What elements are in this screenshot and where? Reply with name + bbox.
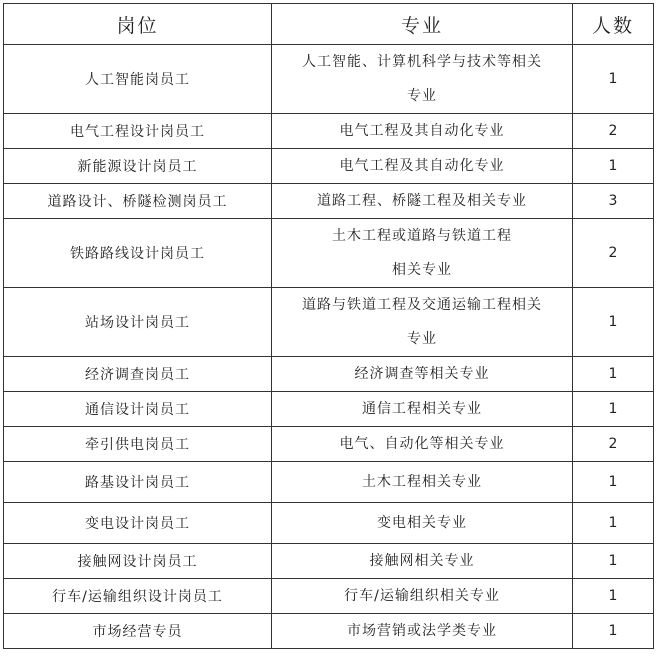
header-major: 专业 bbox=[272, 4, 573, 45]
table-row bbox=[4, 219, 654, 288]
count-cell: 3 bbox=[573, 184, 654, 219]
table-row bbox=[4, 579, 654, 614]
major-line: 相关专业 bbox=[392, 262, 452, 278]
major-line: 人工智能、计算机科学与技术等相关 bbox=[302, 54, 542, 70]
table-row bbox=[4, 503, 654, 544]
major-line: 道路工程、桥隧工程及相关专业 bbox=[317, 193, 527, 209]
count-cell: 1 bbox=[573, 392, 654, 427]
major-line: 电气工程及其自动化专业 bbox=[339, 158, 505, 174]
table-body bbox=[4, 45, 654, 649]
position-cell: 经济调查岗员工 bbox=[4, 357, 272, 392]
major-cell bbox=[272, 614, 573, 649]
position-cell: 行车/运输组织设计岗员工 bbox=[4, 579, 272, 614]
major-line: 专业 bbox=[407, 88, 437, 104]
major-line: 电气工程及其自动化专业 bbox=[339, 123, 505, 139]
table-row bbox=[4, 392, 654, 427]
count-cell: 1 bbox=[573, 149, 654, 184]
position-cell: 人工智能岗员工 bbox=[4, 45, 272, 114]
major-line: 市场营销或法学类专业 bbox=[347, 623, 497, 639]
major-line: 土木工程相关专业 bbox=[362, 474, 482, 490]
major-line: 电气、自动化等相关专业 bbox=[339, 436, 505, 452]
count-cell: 2 bbox=[573, 219, 654, 288]
position-cell: 变电设计岗员工 bbox=[4, 503, 272, 544]
table-row bbox=[4, 184, 654, 219]
major-cell bbox=[272, 544, 573, 579]
major-line: 土木工程或道路与铁道工程 bbox=[332, 228, 512, 244]
position-cell: 新能源设计岗员工 bbox=[4, 149, 272, 184]
major-cell bbox=[272, 503, 573, 544]
major-cell bbox=[272, 184, 573, 219]
header-row bbox=[4, 4, 654, 45]
major-cell bbox=[272, 357, 573, 392]
table-row bbox=[4, 544, 654, 579]
count-cell: 1 bbox=[573, 288, 654, 357]
position-cell: 牵引供电岗员工 bbox=[4, 427, 272, 462]
table-row bbox=[4, 462, 654, 503]
position-cell: 路基设计岗员工 bbox=[4, 462, 272, 503]
table-row bbox=[4, 357, 654, 392]
table-row bbox=[4, 288, 654, 357]
count-cell: 1 bbox=[573, 544, 654, 579]
count-cell: 1 bbox=[573, 357, 654, 392]
position-cell: 电气工程设计岗员工 bbox=[4, 114, 272, 149]
table-row bbox=[4, 45, 654, 114]
count-cell: 1 bbox=[573, 614, 654, 649]
position-cell: 站场设计岗员工 bbox=[4, 288, 272, 357]
major-line: 通信工程相关专业 bbox=[362, 401, 482, 417]
count-cell: 2 bbox=[573, 114, 654, 149]
table-row bbox=[4, 114, 654, 149]
table-row bbox=[4, 614, 654, 649]
position-cell: 道路设计、桥隧检测岗员工 bbox=[4, 184, 272, 219]
count-cell: 1 bbox=[573, 579, 654, 614]
major-line: 道路与铁道工程及交通运输工程相关 bbox=[302, 297, 542, 313]
major-line: 接触网相关专业 bbox=[369, 553, 475, 569]
count-cell: 1 bbox=[573, 503, 654, 544]
major-line: 经济调查等相关专业 bbox=[354, 366, 490, 382]
position-cell: 市场经营专员 bbox=[4, 614, 272, 649]
table-row bbox=[4, 427, 654, 462]
position-cell: 铁路路线设计岗员工 bbox=[4, 219, 272, 288]
major-cell bbox=[272, 219, 573, 288]
table-row bbox=[4, 149, 654, 184]
count-cell: 1 bbox=[573, 45, 654, 114]
count-cell: 1 bbox=[573, 462, 654, 503]
major-cell bbox=[272, 462, 573, 503]
major-line: 变电相关专业 bbox=[377, 515, 467, 531]
header-count: 人数 bbox=[573, 4, 654, 45]
position-cell: 接触网设计岗员工 bbox=[4, 544, 272, 579]
major-cell bbox=[272, 149, 573, 184]
position-cell: 通信设计岗员工 bbox=[4, 392, 272, 427]
major-cell bbox=[272, 427, 573, 462]
major-line: 行车/运输组织相关专业 bbox=[344, 588, 500, 604]
recruitment-table bbox=[3, 3, 654, 649]
major-cell bbox=[272, 288, 573, 357]
count-cell: 2 bbox=[573, 427, 654, 462]
major-cell bbox=[272, 579, 573, 614]
header-position: 岗位 bbox=[4, 4, 272, 45]
major-cell bbox=[272, 114, 573, 149]
major-cell bbox=[272, 392, 573, 427]
major-line: 专业 bbox=[407, 331, 437, 347]
major-cell bbox=[272, 45, 573, 114]
